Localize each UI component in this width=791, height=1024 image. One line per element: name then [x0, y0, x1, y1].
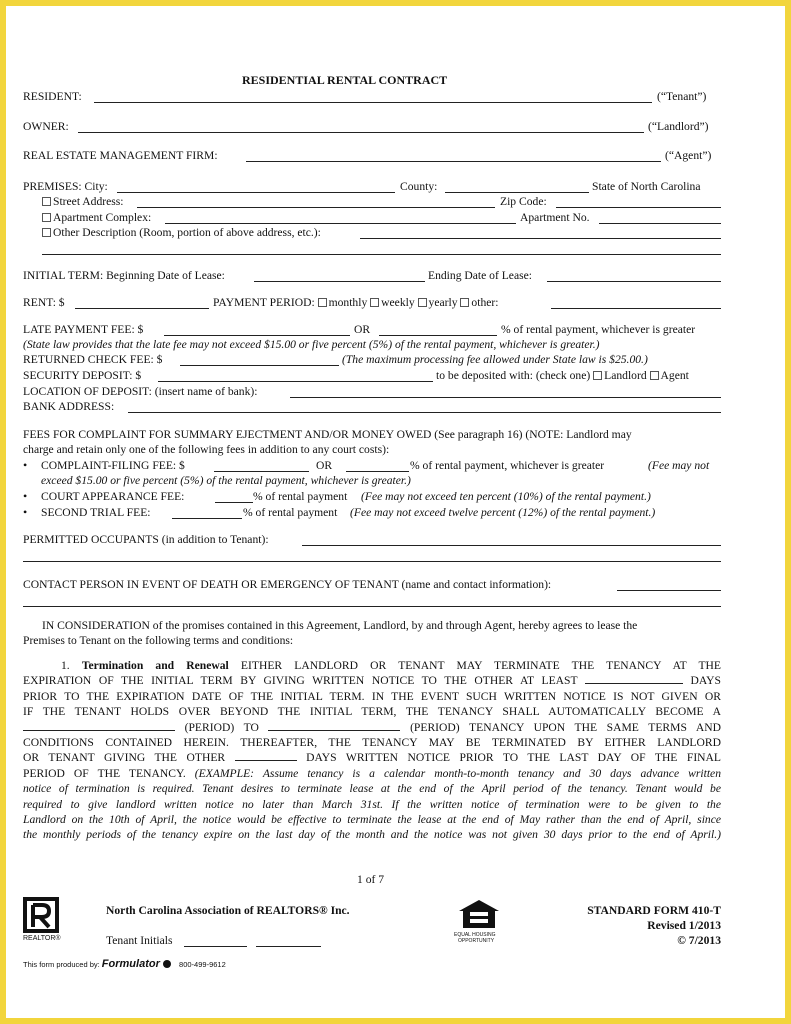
- rent-label: RENT: $: [23, 296, 65, 309]
- resident-suffix: (“Tenant”): [657, 90, 707, 103]
- apt-label: Apartment No.: [520, 211, 590, 224]
- occupants-field-2[interactable]: [23, 561, 721, 562]
- other-period-field[interactable]: [551, 308, 721, 309]
- owner-field[interactable]: [78, 132, 644, 133]
- para-line-1: EITHER LANDLORD OR TENANT MAY TERMINATE THE TENANCY AT THE: [240, 659, 722, 672]
- other-period-checkbox[interactable]: [460, 298, 469, 307]
- deposit-agent-checkbox[interactable]: [650, 371, 659, 380]
- period-field-1[interactable]: [23, 720, 175, 731]
- deposit-with-label: to be deposited with: (check one): [436, 369, 591, 382]
- zip-field[interactable]: [556, 207, 721, 208]
- realtor-label: REALTOR®: [23, 935, 61, 942]
- street-label: Street Address:: [53, 195, 124, 208]
- bullet-icon: •: [23, 505, 28, 519]
- para-line-6: CONDITIONS CONTAINED HEREIN. THEREAFTER, THE TENANCY MAY BE TERMINATED BY EITHER LANDLORD: [23, 736, 721, 750]
- association-name: North Carolina Association of REALTORS® Inc.: [106, 904, 350, 917]
- owner-suffix: (“Landlord”): [648, 120, 709, 133]
- payment-period-row: [213, 296, 498, 309]
- second-trial-pct: % of rental payment: [243, 506, 338, 519]
- late-fee-pct-field[interactable]: [379, 335, 497, 336]
- monthly-label: monthly: [328, 296, 368, 309]
- term-end-label: Ending Date of Lease:: [428, 269, 532, 282]
- location-field[interactable]: [290, 397, 721, 398]
- page-number: 1 of 7: [357, 873, 385, 886]
- realtor-logo-icon: [23, 897, 59, 933]
- complaint-fee-label: COMPLAINT-FILING FEE: $: [41, 459, 185, 472]
- occupants-field[interactable]: [302, 545, 721, 546]
- zip-label: Zip Code:: [500, 195, 547, 208]
- late-fee-pct-label: % of rental payment, whichever is greater: [501, 323, 696, 336]
- deposit-label: SECURITY DEPOSIT: $: [23, 369, 142, 382]
- form-number: STANDARD FORM 410-T: [587, 904, 721, 917]
- yearly-label: yearly: [428, 296, 458, 309]
- formulator-logo: Formulator: [101, 958, 160, 970]
- deposit-landlord-checkbox[interactable]: [593, 371, 602, 380]
- para-line-7b: DAYS WRITTEN NOTICE PRIOR TO THE LAST DAY OF THE FINAL: [306, 751, 722, 765]
- county-field[interactable]: [445, 192, 589, 193]
- equal-housing-icon: [455, 898, 503, 930]
- second-trial-field[interactable]: [172, 518, 242, 519]
- formulator-row: [23, 959, 226, 970]
- contact-field[interactable]: [617, 590, 721, 591]
- late-fee-note: (State law provides that the late fee may not exceed $15.00 or five percent (5%) of the rental payment, whichever is greater.): [23, 338, 600, 351]
- para-line-11: Landlord on the 10th of April, the notice would be effective to terminate the lease at the end of May rather than the end of April, since: [23, 813, 721, 827]
- complaint-fee-note-b: exceed $15.00 or five percent (5%) of the rental payment, whichever is greater.): [41, 474, 411, 487]
- tenant-initials-field-2[interactable]: [256, 946, 321, 947]
- bullet-icon: •: [23, 489, 28, 503]
- returned-check-field[interactable]: [180, 365, 339, 366]
- para-line-12: the monthly periods of the tenancy expire on the last day of the month and the notice was not given 30 days prior to the end of April.): [23, 828, 721, 842]
- para-line-2a: EXPIRATION OF THE INITIAL TERM BY GIVING WRITTEN NOTICE TO THE OTHER AT LEAST: [23, 674, 578, 688]
- deposit-landlord-label: Landlord: [604, 369, 647, 382]
- late-fee-label: LATE PAYMENT FEE: $: [23, 323, 144, 336]
- complaint-fee-note-a: (Fee may not: [648, 459, 710, 472]
- complex-checkbox[interactable]: [42, 213, 51, 222]
- city-field[interactable]: [117, 192, 395, 193]
- street-checkbox[interactable]: [42, 197, 51, 206]
- other-desc-field-2[interactable]: [42, 254, 721, 255]
- premises-city-label: PREMISES: City:: [23, 180, 108, 193]
- resident-field[interactable]: [94, 102, 652, 103]
- para-line-8a: PERIOD OF THE TENANCY.: [23, 766, 186, 780]
- weekly-label: weekly: [381, 296, 415, 309]
- complaint-fee-pct: % of rental payment, whichever is greater: [410, 459, 605, 472]
- resident-label: RESIDENT:: [23, 90, 82, 103]
- para-line-5b: TO: [243, 720, 259, 734]
- fees-intro-2: charge and retain only one of the following fees in addition to any court costs):: [23, 443, 390, 456]
- apt-field[interactable]: [599, 223, 721, 224]
- copyright-date: © 7/2013: [677, 934, 721, 947]
- returned-check-note: (The maximum processing fee allowed under State law is $25.00.): [342, 353, 648, 366]
- firm-label: REAL ESTATE MANAGEMENT FIRM:: [23, 149, 218, 162]
- deposit-field[interactable]: [158, 381, 433, 382]
- consideration-line-2: Premises to Tenant on the following terms and conditions:: [23, 634, 294, 647]
- tenant-initials-field-1[interactable]: [184, 946, 247, 947]
- other-desc-field[interactable]: [360, 238, 721, 239]
- document-page: [6, 6, 785, 1018]
- other-period-label: other:: [471, 296, 499, 309]
- other-days-field[interactable]: [235, 750, 297, 761]
- eho-line-1: EQUAL HOUSING: [454, 932, 496, 938]
- bank-address-label: BANK ADDRESS:: [23, 400, 115, 413]
- rent-field[interactable]: [75, 308, 209, 309]
- para-line-10: required to give landlord written notice no later than March 31st. If the written notice of termination were to be given to the: [23, 797, 721, 811]
- para-line-7a: OR TENANT GIVING THE OTHER: [23, 751, 226, 765]
- firm-suffix: (“Agent”): [665, 149, 712, 162]
- second-trial-note: (Fee may not exceed twelve percent (12%) of the rental payment.): [350, 506, 656, 519]
- paragraph-termination: [23, 658, 721, 843]
- bank-address-field[interactable]: [128, 412, 721, 413]
- complex-row: [42, 211, 151, 224]
- para-num: 1.: [61, 659, 70, 672]
- consideration-line-1: IN CONSIDERATION of the promises contained in this Agreement, Landlord, by and through Agent, hereby agrees to lease the: [42, 619, 638, 632]
- eho-line-2: OPPORTUNITY: [458, 938, 495, 944]
- street-field[interactable]: [137, 207, 495, 208]
- state-label: State of North Carolina: [592, 180, 701, 193]
- complaint-fee-or: OR: [316, 459, 333, 472]
- formulator-icon: [163, 960, 171, 968]
- para-line-5c: (PERIOD) TENANCY UPON THE SAME TERMS AND: [410, 720, 721, 734]
- street-row: [42, 195, 124, 208]
- other-desc-row: [42, 226, 321, 239]
- late-fee-or: OR: [354, 323, 371, 336]
- late-fee-field[interactable]: [164, 335, 350, 336]
- produced-by: This form produced by:: [23, 960, 100, 969]
- complex-label: Apartment Complex:: [53, 211, 152, 224]
- location-label: LOCATION OF DEPOSIT: (insert name of bank):: [23, 385, 258, 398]
- para-line-9: notice of termination is required. Tenant desires to terminate lease at the end of the April period of the tenancy. Tenant would be: [23, 782, 721, 796]
- returned-check-label: RETURNED CHECK FEE: $: [23, 353, 163, 366]
- term-begin-label: INITIAL TERM: Beginning Date of Lease:: [23, 269, 225, 282]
- bullet-icon: •: [23, 458, 28, 472]
- complaint-fee-pct-field[interactable]: [346, 471, 409, 472]
- para-heading: Termination and Renewal: [81, 659, 229, 672]
- period-field-2[interactable]: [268, 720, 400, 731]
- deposit-agent-label: Agent: [660, 369, 689, 382]
- term-begin-field[interactable]: [254, 281, 425, 282]
- other-desc-label: Other Description (Room, portion of above address, etc.):: [53, 226, 321, 239]
- payment-period-label: PAYMENT PERIOD:: [213, 296, 315, 309]
- para-line-4: IF THE TENANT HOLDS OVER BEYOND THE INITIAL TERM, THE TENANCY SHALL AUTOMATICALLY BECOME A: [23, 705, 721, 719]
- para-line-2b: DAYS: [690, 674, 722, 688]
- contact-field-2[interactable]: [23, 606, 721, 607]
- yearly-checkbox[interactable]: [418, 298, 427, 307]
- formulator-phone: 800-499-9612: [179, 960, 226, 969]
- second-trial-label: SECOND TRIAL FEE:: [41, 506, 151, 519]
- court-fee-note: (Fee may not exceed ten percent (10%) of the rental payment.): [361, 490, 651, 503]
- fees-intro-1: FEES FOR COMPLAINT FOR SUMMARY EJECTMENT AND/OR MONEY OWED (See paragraph 16) (NOTE: Landlord may: [23, 428, 632, 441]
- occupants-label: PERMITTED OCCUPANTS (in addition to Tenant):: [23, 533, 269, 546]
- court-fee-label: COURT APPEARANCE FEE:: [41, 490, 185, 503]
- monthly-checkbox[interactable]: [318, 298, 327, 307]
- term-end-field[interactable]: [547, 281, 721, 282]
- deposit-with-row: [436, 369, 689, 382]
- tenant-initials-label: Tenant Initials: [106, 934, 173, 947]
- county-label: County:: [400, 180, 438, 193]
- firm-field[interactable]: [246, 161, 661, 162]
- court-fee-field[interactable]: [215, 502, 253, 503]
- document-title: RESIDENTIAL RENTAL CONTRACT: [242, 73, 448, 87]
- owner-label: OWNER:: [23, 120, 69, 133]
- notice-days-field[interactable]: [585, 673, 683, 684]
- para-line-8b: (EXAMPLE: Assume tenancy is a calendar month-to-month tenancy and 30 days advance written: [194, 766, 721, 780]
- weekly-checkbox[interactable]: [370, 298, 379, 307]
- complaint-fee-field[interactable]: [214, 471, 309, 472]
- other-desc-checkbox[interactable]: [42, 228, 51, 237]
- para-line-5a: (PERIOD): [184, 720, 235, 734]
- court-fee-pct: % of rental payment: [253, 490, 348, 503]
- complex-field[interactable]: [165, 223, 516, 224]
- revised-date: Revised 1/2013: [647, 919, 721, 932]
- contact-label: CONTACT PERSON IN EVENT OF DEATH OR EMERGENCY OF TENANT (name and contact information):: [23, 578, 552, 591]
- para-line-3: PRIOR TO THE EXPIRATION DATE OF THE INITIAL TERM. IN THE EVENT SUCH WRITTEN NOTICE IS NOT GIVEN OR: [23, 689, 721, 703]
